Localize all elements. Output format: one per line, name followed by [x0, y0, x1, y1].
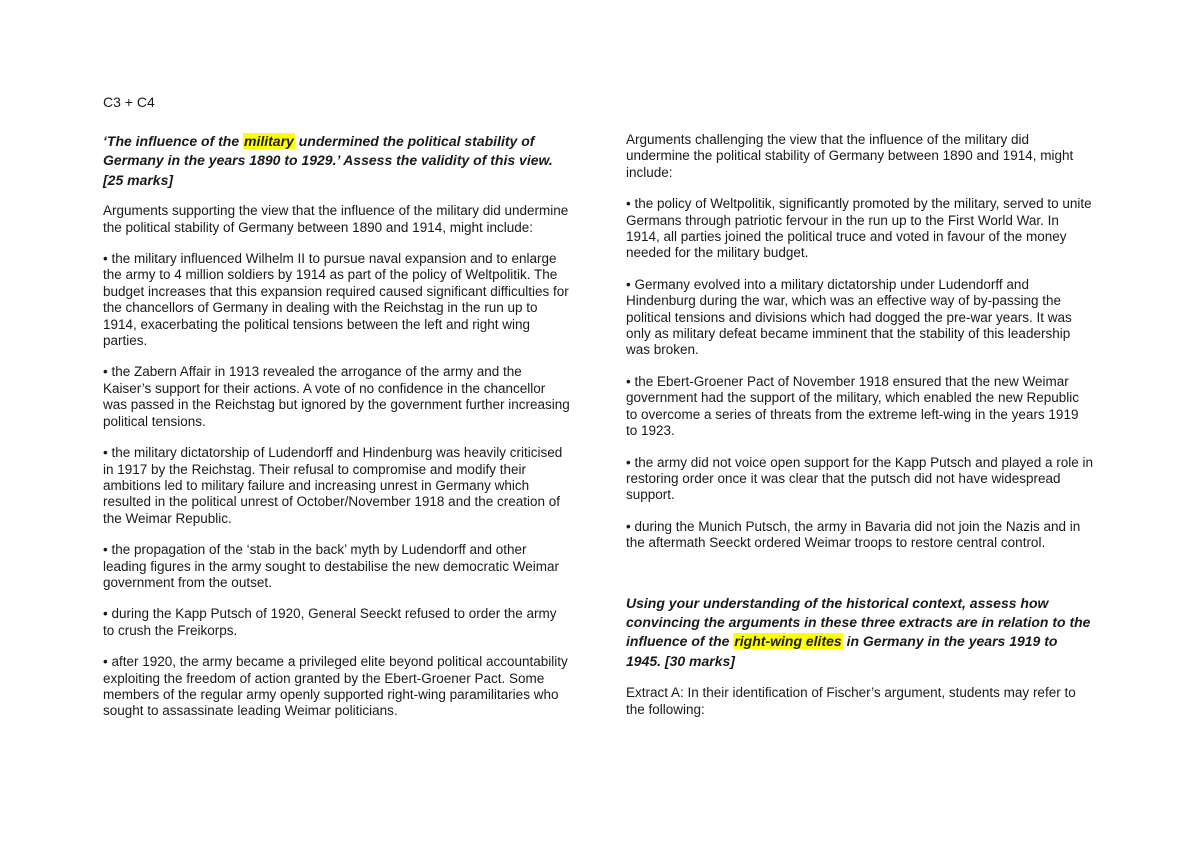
challenging-arguments-intro: Arguments challenging the view that the influence of the military did undermine the political stability of Germany between 1890 and 1914, might include: — [626, 132, 1074, 180]
exam-question-30-marks — [626, 594, 1093, 672]
highlight-military: military — [244, 133, 294, 149]
bullet-item: • the propagation of the ‘stab in the back’ myth by Ludendorff and other leading figures in the army sought to destabilise the new democratic Weimar government from the outset. — [103, 542, 559, 590]
question-text-pre: ‘The influence of the — [103, 133, 244, 149]
right-column — [626, 132, 1093, 733]
bullet-item: • the military dictatorship of Ludendorff and Hindenburg was heavily criticised in 1917 by the Reichstag. Their refusal to compromise and modify their ambitions led to military failure and increasing unrest in Germany which resulted in the political unrest of October/November 1918 and the creation of the Weimar Republic. — [103, 445, 563, 526]
highlight-right-wing-elites: right-wing elites — [734, 633, 842, 650]
bullet-item: • the military influenced Wilhelm II to pursue naval expansion and to enlarge the army to 4 million soldiers by 1914 as part of the policy of Weltpolitik. The budget increases that this expansion required caused significant difficulties for the chancellors of Germany in dealing with the Reichstag in the run up to 1914, exacerbating the political tensions between the left and right wing parties. — [103, 251, 569, 349]
bullet-item: • the policy of Weltpolitik, significantly promoted by the military, served to unite Germans through patriotic fervour in the run up to the First World War. In 1914, all parties joined the political truce and voted in favour of the money needed for the military budget. — [626, 196, 1092, 261]
bullet-item: • after 1920, the army became a privileged elite beyond political accountability exploiting the freedom of action granted by the Ebert-Groener Pact. Some members of the regular army openly supported right-wing paramilitaries who sought to assassinate leading Weimar politicians. — [103, 654, 568, 719]
question-text-post: in Germany in the years 1919 to 1945. [30 marks] — [626, 633, 1058, 669]
bullet-item: • the army did not voice open support for the Kapp Putsch and played a role in restoring order once it was clear that the putsch did not have widespread support. — [626, 454, 1094, 503]
question-text-pre: Using your understanding of the historical context, assess how convincing the arguments in these three extracts are in relation to the influence of the — [626, 594, 1091, 650]
question-text-post: undermined the political stability of Germany in the years 1890 to 1929.’ Assess the validity of this view. [25 marks] — [103, 133, 553, 188]
bullet-item: • Germany evolved into a military dictatorship under Ludendorff and Hindenburg during the war, which was an effective way of by-passing the political tensions and divisions which had dogged the pre-war years. It was only as military defeat became imminent that the stability of this leadership was broken. — [626, 276, 1072, 358]
supporting-arguments-intro: Arguments supporting the view that the influence of the military did undermine the political stability of Germany between 1890 and 1914, might include: — [103, 203, 569, 235]
page-title: C3 + C4 — [103, 94, 155, 110]
bullet-item: • during the Munich Putsch, the army in Bavaria did not join the Nazis and in the aftermath Seeckt ordered Weimar troops to restore central control. — [626, 518, 1081, 551]
extract-a-note: Extract A: In their identification of Fischer’s argument, students may refer to the following: — [626, 685, 1076, 717]
left-column — [103, 132, 570, 735]
bullet-item: • the Ebert-Groener Pact of November 1918 ensured that the new Weimar government had the support of the military, which enabled the new Republic to overcome a series of threats from the extreme left-wing in the years 1919 to 1923. — [626, 373, 1080, 439]
exam-question-25-marks — [103, 132, 570, 190]
bullet-item: • the Zabern Affair in 1913 revealed the arrogance of the army and the Kaiser’s support for their actions. A vote of no confidence in the chancellor was passed in the Reichstag but ignored by the government further increasing political tensions. — [103, 364, 570, 429]
bullet-item: • during the Kapp Putsch of 1920, General Seeckt refused to order the army to crush the Freikorps. — [103, 606, 557, 638]
two-column-layout — [103, 132, 1092, 735]
